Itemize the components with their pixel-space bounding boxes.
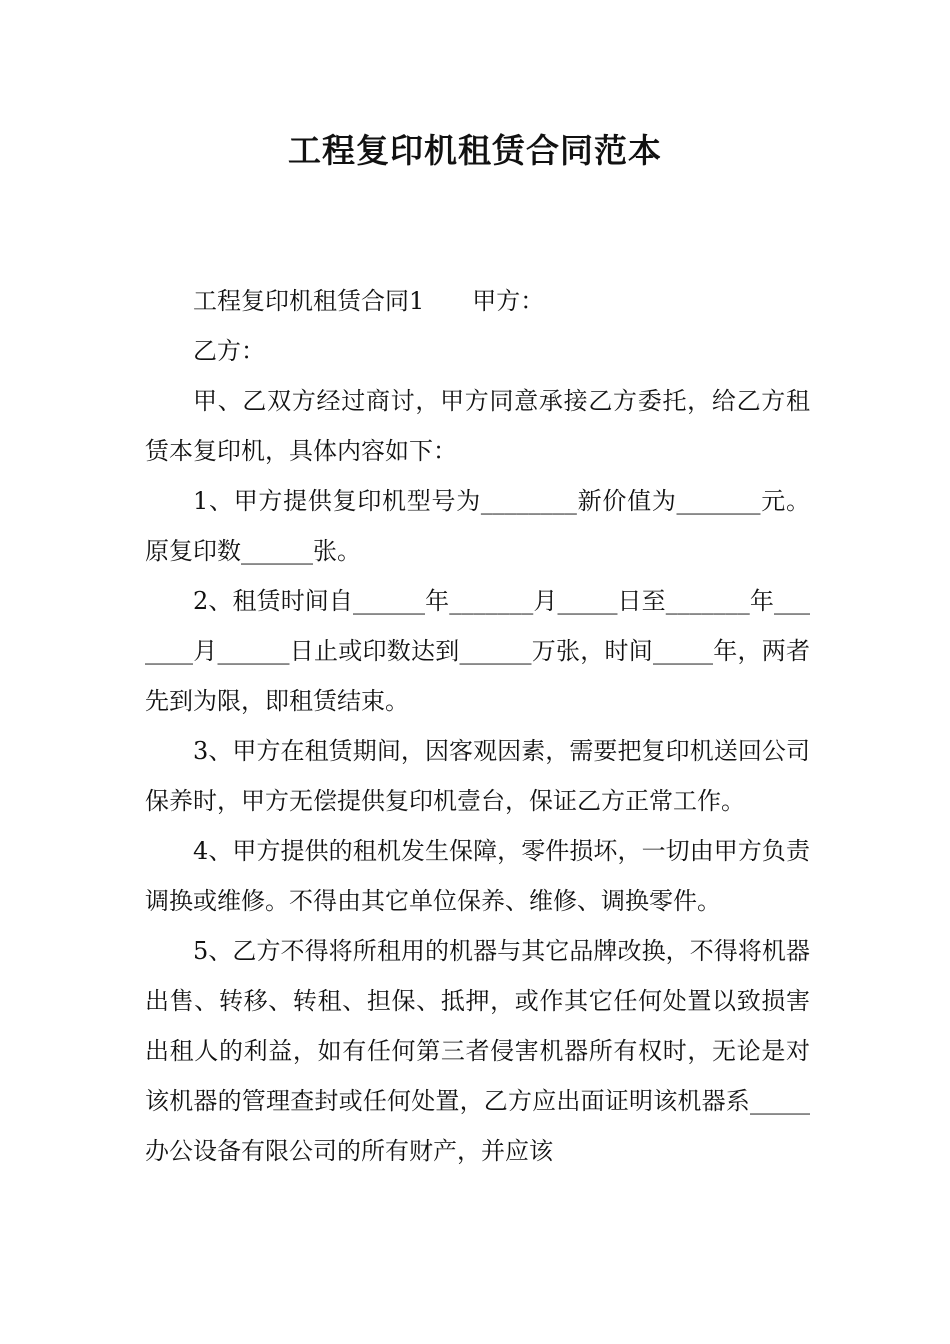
party-a-label: 甲方： <box>472 287 545 315</box>
paragraph-clause-2: 2、租赁时间自______年_______月_____日至_______年_______月______日止或印数达到______万张，时间_____年，两者先到为限，即租赁结束。 <box>145 587 810 715</box>
paragraph-party-b: 乙方： <box>193 337 265 365</box>
contract-number-label: 工程复印机租赁合同1 <box>193 287 425 315</box>
paragraph-clause-4: 4、甲方提供的租机发生保障，零件损坏，一切由甲方负责调换或维修。不得由其它单位保养、维修、调换零件。 <box>145 837 810 915</box>
paragraph-intro: 甲、乙双方经过商讨，甲方同意承接乙方委托，给乙方租赁本复印机，具体内容如下： <box>145 387 810 465</box>
paragraph-clause-3: 3、甲方在租赁期间，因客观因素，需要把复印机送回公司保养时，甲方无偿提供复印机壹台，保证乙方正常工作。 <box>145 737 810 815</box>
paragraph-heading-line <box>145 276 810 326</box>
paragraph-clause-5: 5、乙方不得将所租用的机器与其它品牌改换，不得将机器出售、转移、转租、担保、抵押，或作其它任何处置以致损害出租人的利益，如有任何第三者侵害机器所有权时，无论是对该机器的管理查封或任何处置，乙方应出面证明该机器系_____办公设备有限公司的所有财产，并应该 <box>145 937 810 1165</box>
paragraph-clause-1: 1、甲方提供复印机型号为________新价值为_______元。原复印数______张。 <box>145 487 810 565</box>
document-title: 工程复印机租赁合同范本 <box>288 131 662 170</box>
document-body <box>145 276 810 1176</box>
